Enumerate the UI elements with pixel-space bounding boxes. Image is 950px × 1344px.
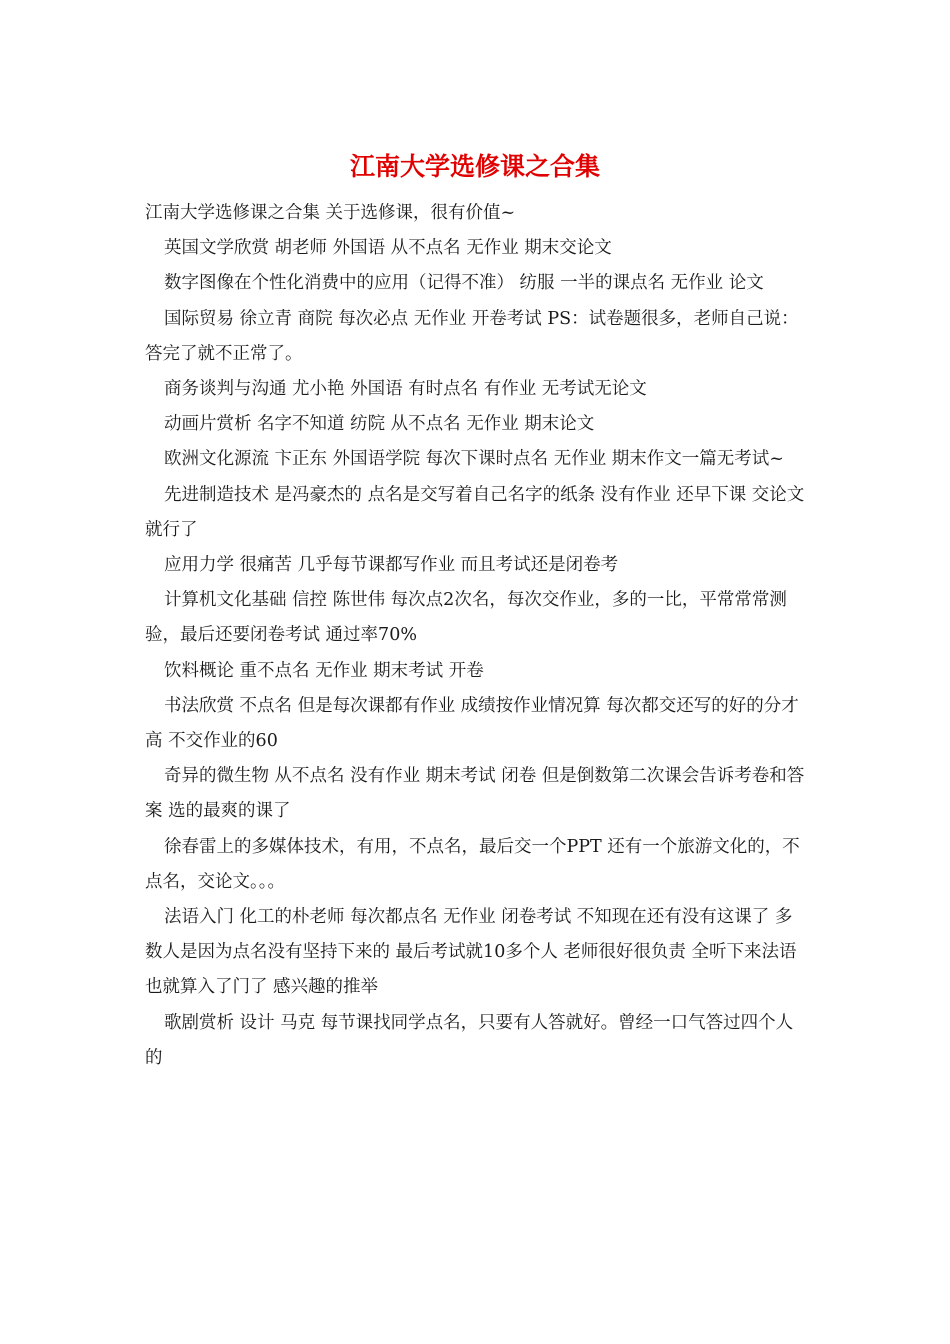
paragraph: 商务谈判与沟通 尤小艳 外国语 有时点名 有作业 无考试无论文 xyxy=(164,379,647,400)
paragraph: 先进制造技术 是冯豪杰的 点名是交写着自己名字的纸条 没有作业 还早下课 交论文就行了 xyxy=(145,484,805,540)
document-title: 江南大学选修课之合集 xyxy=(349,152,600,181)
document-page xyxy=(145,150,805,1076)
paragraph: 动画片赏析 名字不知道 纺院 从不点名 无作业 期末论文 xyxy=(164,414,595,435)
paragraph: 国际贸易 徐立青 商院 每次必点 无作业 开卷考试 PS：试卷题很多，老师自己说：答完了就不正常了。 xyxy=(145,308,799,364)
paragraph: 欧洲文化源流 卞正东 外国语学院 每次下课时点名 无作业 期末作文一篇无考试~ xyxy=(164,449,784,470)
paragraph: 奇异的微生物 从不点名 没有作业 期末考试 闭卷 但是倒数第二次课会告诉考卷和答案 选的最爽的课了 xyxy=(145,766,805,822)
paragraph: 歌剧赏析 设计 马克 每节课找同学点名，只要有人答就好。曾经一口气答过四个人的 xyxy=(145,1012,794,1068)
paragraph: 江南大学选修课之合集 关于选修课，很有价值~ xyxy=(145,203,516,223)
paragraph: 法语入门 化工的朴老师 每次都点名 无作业 闭卷考试 不知现在还有没有这课了 多数人是因为点名没有坚持下来的 最后考试就10多个人 老师很好很负责 全听下来法语也就算入了门了 感兴趣的推举 xyxy=(145,907,797,998)
paragraph: 饮料概论 重不点名 无作业 期末考试 开卷 xyxy=(164,660,484,681)
paragraph: 徐春雷上的多媒体技术，有用，不点名，最后交一个PPT 还有一个旅游文化的，不点名，交论文。。。 xyxy=(145,836,800,892)
paragraph: 书法欣赏 不点名 但是每次课都有作业 成绩按作业情况算 每次都交还写的好的分才高 不交作业的60 xyxy=(145,695,799,752)
paragraph: 英国文学欣赏 胡老师 外国语 从不点名 无作业 期末交论文 xyxy=(164,238,612,259)
paragraph: 数字图像在个性化消费中的应用（记得不准） 纺服 一半的课点名 无作业 论文 xyxy=(164,273,764,294)
paragraph: 计算机文化基础 信控 陈世伟 每次点2次名，每次交作业，多的一比，平常常常测验，最后还要闭卷考试 通过率70% xyxy=(145,590,787,646)
paragraph: 应用力学 很痛苦 几乎每节课都写作业 而且考试还是闭卷考 xyxy=(164,555,619,576)
document-body xyxy=(145,196,805,1076)
